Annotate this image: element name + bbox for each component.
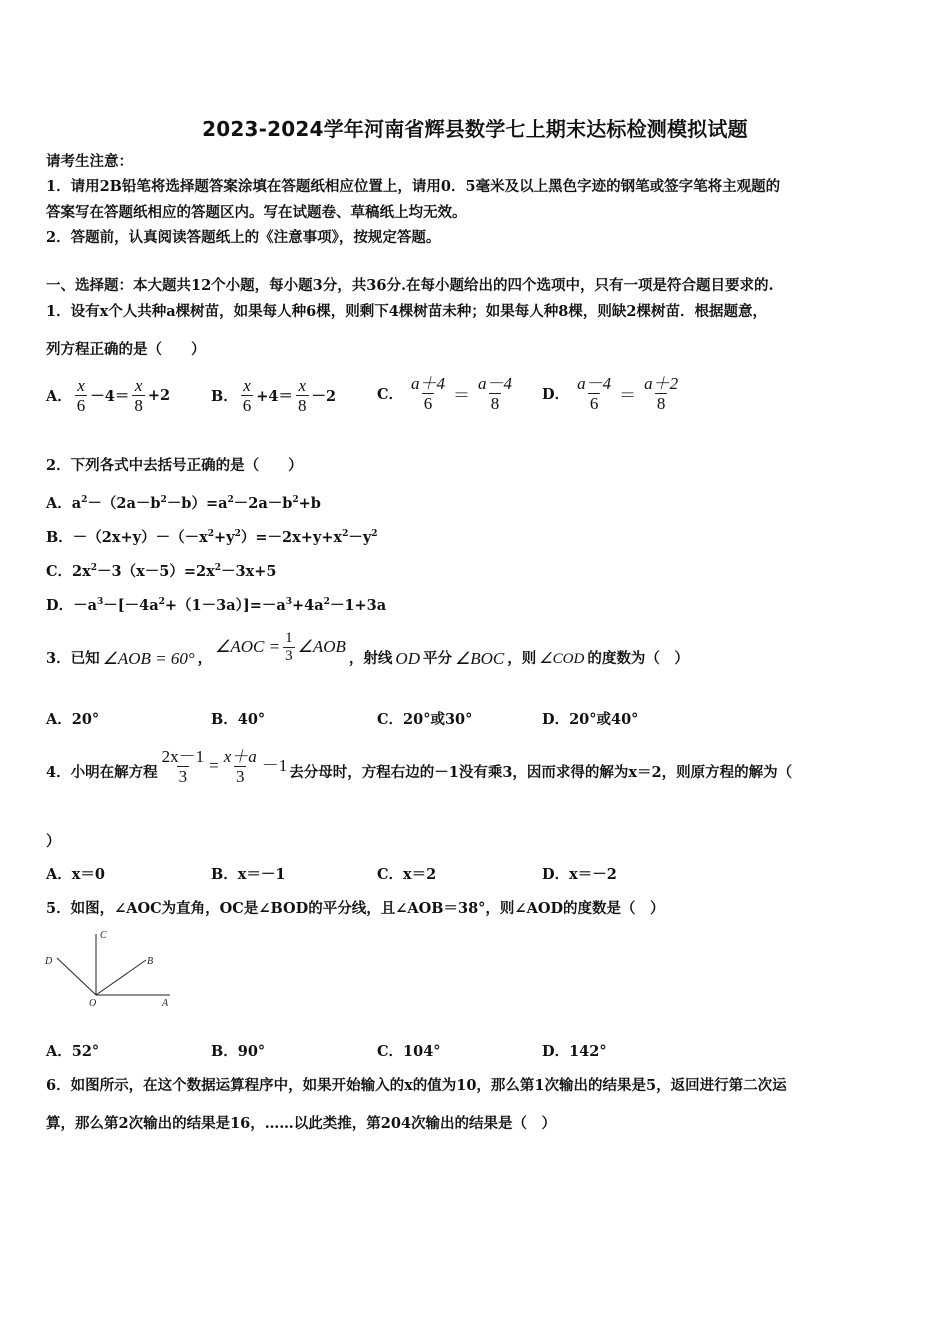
- page-title: 2023-2024学年河南省辉县数学七上期末达标检测模拟试题: [202, 117, 748, 141]
- stem-text: 去分母时，方程右边的－1没有乘3，因而求得的解为x＝2，则原方程的解为（: [289, 764, 793, 781]
- q5-option-a[interactable]: A．52°: [46, 1043, 100, 1060]
- expr-text: －b）=a: [166, 495, 228, 512]
- q1-option-a[interactable]: [46, 376, 170, 415]
- notice-line-1a: 1．请用2B铅笔将选择题答案涂填在答题纸相应位置上，请用0．5毫米及以上黑色字迹的钢笔或签字笔将主观题的: [46, 178, 781, 195]
- fraction-numerator: x＋a: [223, 746, 257, 766]
- label-a: A: [162, 998, 169, 1009]
- option-label: D．: [542, 386, 570, 403]
- math-expression: ∠AOB: [297, 637, 346, 656]
- q4-stem-close: ）: [46, 833, 61, 850]
- q4-option-d[interactable]: D．x＝－2: [542, 866, 617, 883]
- fraction-denominator: 3: [285, 647, 293, 664]
- exponent: 2: [207, 529, 214, 539]
- fraction-denominator: 6: [76, 396, 86, 415]
- exponent: 2: [323, 597, 330, 607]
- q1-option-d[interactable]: [542, 374, 680, 413]
- q1-option-b[interactable]: [211, 376, 336, 415]
- exponent: 2: [81, 495, 88, 505]
- label-b: B: [147, 956, 154, 967]
- fraction-numerator: x: [77, 376, 85, 395]
- fraction-denominator: 3: [178, 766, 188, 786]
- fraction-numerator: a－4: [478, 374, 513, 393]
- stem-text: ，射线: [348, 650, 393, 667]
- option-label: C．: [377, 386, 404, 403]
- exponent: 2: [158, 597, 165, 607]
- exponent: 2: [227, 495, 234, 505]
- stem-text: 平分: [422, 650, 452, 667]
- stem-text: 4．小明在解方程: [46, 764, 158, 781]
- exponent: 2: [234, 529, 241, 539]
- expr-text: －[－4a: [103, 597, 159, 614]
- expr-text: ）=－2x+y+x: [240, 529, 343, 546]
- q4-option-b[interactable]: B．x＝－1: [211, 866, 286, 883]
- q4-option-a[interactable]: A．x＝0: [46, 866, 105, 883]
- expr-text: +b: [298, 495, 321, 512]
- expr-text: D．－a: [46, 597, 97, 614]
- equation-text: +4＝: [256, 388, 294, 405]
- fraction-numerator: a－4: [577, 374, 612, 393]
- exponent: 3: [96, 597, 104, 607]
- exponent: 2: [371, 529, 378, 539]
- math-expression: ∠BOC: [454, 649, 505, 668]
- expr-text: －2a－b: [233, 495, 293, 512]
- q1-stem-a: 1．设有x个人共种a棵树苗，如果每人种6棵，则剩下4棵树苗未种；如果每人种8棵，则缺2棵树苗．根据题意，: [46, 303, 767, 320]
- exponent: 2: [90, 563, 98, 573]
- math-expression: ∠AOB = 60°: [102, 649, 195, 668]
- exponent: 2: [160, 495, 167, 505]
- math-expression-group: [215, 630, 346, 665]
- equals-sign: ＝: [453, 386, 471, 405]
- exponent: 2: [342, 529, 349, 539]
- label-o: O: [89, 998, 97, 1009]
- q5-option-c[interactable]: C．104°: [377, 1043, 441, 1060]
- option-label: A．: [46, 388, 72, 405]
- q5-angle-figure: [40, 926, 180, 1010]
- expr-text: －3（x－5）=2x: [97, 563, 215, 580]
- expr-text: +（1－3a）]=－a: [164, 597, 286, 614]
- q3-option-d[interactable]: D．20°或40°: [542, 711, 639, 728]
- equals-sign: ＝: [619, 386, 637, 405]
- expr-text: －（2a－b: [87, 495, 161, 512]
- expr-text: B．－（2x+y）－（－x: [46, 529, 208, 546]
- math-expression: ∠COD: [539, 651, 585, 667]
- q3-stem: [46, 628, 689, 690]
- expr-text: C．2x: [46, 563, 91, 580]
- fraction-denominator: 8: [298, 396, 307, 415]
- label-c: C: [100, 930, 107, 941]
- ray-od: [57, 958, 96, 995]
- fraction-numerator: x: [134, 376, 143, 395]
- math-expression: ∠AOC =: [215, 637, 281, 656]
- q4-stem: [46, 742, 792, 804]
- fraction-numerator: a＋2: [644, 374, 679, 393]
- fraction-denominator: 6: [242, 396, 252, 415]
- expr-text: A．a: [46, 495, 82, 512]
- option-label: B．: [211, 388, 238, 405]
- fraction-denominator: 6: [423, 394, 433, 413]
- equation-text: －4＝: [90, 388, 130, 405]
- expr-text: －3x+5: [221, 563, 277, 580]
- exponent: 2: [214, 563, 222, 573]
- fraction-denominator: 8: [490, 394, 500, 413]
- q1-stem-b: 列方程正确的是（ ）: [46, 341, 206, 358]
- equals-sign: =: [209, 756, 219, 775]
- fraction-denominator: 8: [134, 396, 143, 415]
- q2-stem: 2．下列各式中去括号正确的是（ ）: [46, 457, 303, 474]
- q6-stem-line-1: 6．如图所示，在这个数据运算程序中，如果开始输入的x的值为10，那么第1次输出的结果是5，返回进行第二次运: [46, 1077, 787, 1094]
- expr-text: －y: [348, 529, 372, 546]
- notice-line-2: 2．答题前，认真阅读答题纸上的《注意事项》，按规定答题。: [46, 229, 441, 246]
- expr-text: +y: [213, 529, 235, 546]
- math-expression: OD: [395, 649, 420, 668]
- q3-option-a[interactable]: A．20°: [46, 711, 100, 728]
- fraction-numerator: 1: [285, 629, 293, 646]
- q2-option-b[interactable]: [46, 524, 378, 548]
- q3-option-b[interactable]: B．40°: [211, 711, 266, 728]
- notice-heading: 请考生注意：: [46, 153, 133, 170]
- q1-option-c[interactable]: [377, 374, 514, 413]
- q3-option-c[interactable]: C．20°或30°: [377, 711, 473, 728]
- stem-text: 的度数为（ ）: [587, 650, 689, 667]
- ray-ob: [96, 960, 146, 995]
- fraction-numerator: 2x－1: [161, 746, 205, 766]
- notice-line-1b: 答案写在答题纸相应的答题区内。写在试题卷、草稿纸上均无效。: [46, 204, 467, 221]
- equation-text: －2: [311, 388, 337, 405]
- exponent: 3: [285, 597, 293, 607]
- exponent: 2: [292, 495, 299, 505]
- section-heading: 一、选择题：本大题共12个小题，每小题3分，共36分.在每小题给出的四个选项中，只有一项是符合题目要求的.: [46, 277, 774, 294]
- expr-text: +4a: [292, 597, 324, 614]
- expr-text: －1+3a: [329, 597, 387, 614]
- q6-stem-line-2: 算，那么第2次输出的结果是16，……以此类推，第204次输出的结果是（ ）: [46, 1115, 557, 1132]
- q4-option-c[interactable]: C．x＝2: [377, 866, 437, 883]
- stem-text: ，则: [507, 650, 537, 667]
- fraction-denominator: 3: [235, 766, 245, 786]
- fraction-denominator: 8: [656, 394, 666, 413]
- q5-stem: 5．如图，∠AOC为直角，OC是∠BOD的平分线，且∠AOB＝38°，则∠AOD的度数是（ ）: [46, 900, 665, 917]
- q5-option-b[interactable]: B．90°: [211, 1043, 266, 1060]
- fraction-numerator: x: [298, 376, 307, 395]
- q5-option-d[interactable]: D．142°: [542, 1043, 607, 1060]
- q2-option-a[interactable]: [46, 490, 321, 514]
- math-expression: －1: [261, 756, 288, 775]
- equation: [160, 747, 288, 786]
- fraction-numerator: x: [243, 376, 251, 395]
- label-d: D: [45, 956, 53, 967]
- q2-option-c[interactable]: [46, 558, 277, 582]
- stem-text: ，: [197, 650, 213, 667]
- q2-option-d[interactable]: [46, 592, 386, 616]
- fraction-denominator: 6: [589, 394, 599, 413]
- stem-text: 3．已知: [46, 650, 100, 667]
- equation-text: +2: [147, 387, 171, 404]
- fraction-numerator: a＋4: [411, 374, 446, 393]
